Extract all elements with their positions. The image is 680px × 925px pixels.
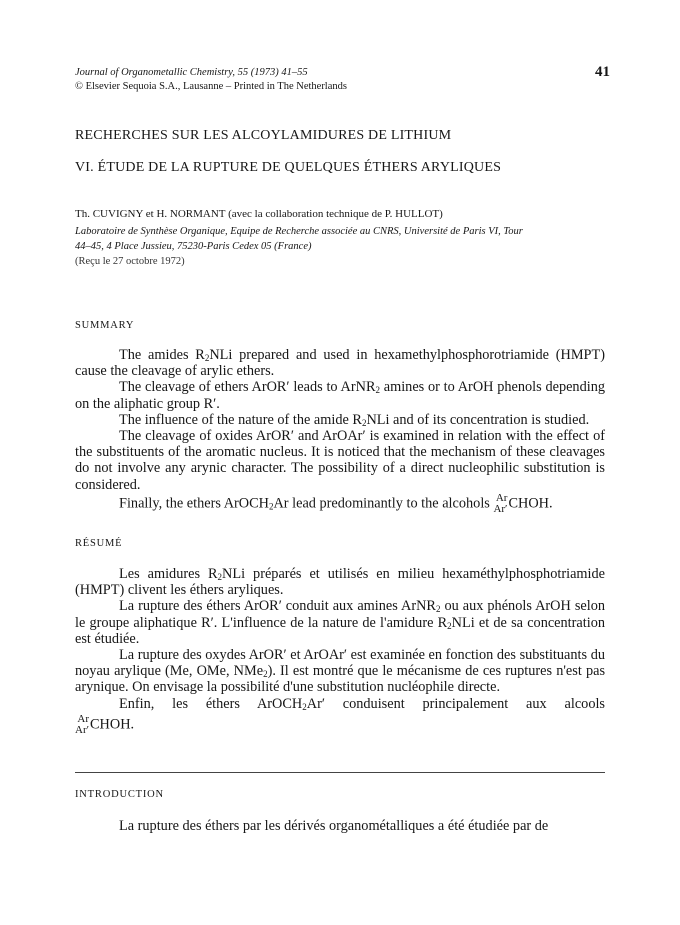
- introduction-body: [75, 818, 605, 834]
- resume-paragraph: [75, 566, 605, 598]
- summary-p5-text: Finally, the ethers ArOCH: [119, 495, 269, 512]
- author-line: Th. CUVIGNY et H. NORMANT (avec la collaboration technique de P. HULLOT): [75, 208, 443, 220]
- subscript: 2: [375, 385, 380, 396]
- paper-title-line-2: VI. ÉTUDE DE LA RUPTURE DE QUELQUES ÉTHERS ARYLIQUES: [75, 160, 502, 175]
- resume-p1-text-2: NLi préparés et utilisés en milieu hexaméthylphosphotriamide (HMPT) clivent les éthers aryliques.: [75, 566, 605, 599]
- subscript: 2: [263, 669, 268, 680]
- summary-p2-text: The cleavage of ethers ArOR′ leads to ArNR: [119, 379, 376, 396]
- resume-heading: RÉSUMÉ: [75, 538, 123, 549]
- resume-p2-text-2: ou aux phénols ArOH selon le groupe aliphatique R′. L'influence de la nature de l'amidure R: [75, 598, 605, 631]
- resume-p2-text-3: NLi et de sa concentration est étudiée.: [75, 614, 605, 647]
- resume-paragraph: [75, 696, 605, 712]
- summary-p3-text: The influence of the nature of the amide R: [119, 411, 362, 428]
- resume-paragraph: [75, 598, 605, 647]
- resume-body: [75, 566, 605, 736]
- subscript: 2: [204, 353, 210, 363]
- affiliation-line-2: 44–45, 4 Place Jussieu, 75230-Paris Cedex 05 (France): [75, 241, 312, 252]
- summary-paragraph: [75, 412, 605, 428]
- formula-top: Ar: [495, 491, 508, 504]
- resume-p2-text: La rupture des éthers ArOR′ conduit aux amines ArNR: [119, 598, 436, 615]
- resume-p3-text: La rupture des oxydes ArOR′ et ArOAr′ est examinée en fonction des substituants du noyau arylique (Me, OMe, NMe: [75, 647, 605, 680]
- summary-paragraph: [75, 347, 605, 379]
- resume-paragraph: [75, 647, 605, 696]
- summary-p5-text-2: Ar lead predominantly to the alcohols: [273, 495, 494, 512]
- subscript: 2: [268, 501, 274, 512]
- summary-p3-text-2: NLi and of its concentration is studied.: [366, 411, 590, 428]
- page-number: 41: [595, 64, 610, 80]
- formula-bottom: Ar′: [75, 723, 90, 736]
- subscript: 2: [302, 701, 307, 712]
- introduction-heading: INTRODUCTION: [75, 789, 164, 800]
- summary-paragraph: [75, 379, 605, 411]
- resume-p4-text-2: Ar′ conduisent principalement aux alcools: [306, 695, 605, 712]
- diaryl-formula: [493, 493, 507, 515]
- resume-paragraph-end: [75, 714, 605, 736]
- subscript: 2: [435, 604, 441, 615]
- formula-top: Ar: [77, 712, 90, 725]
- resume-p4-text: Enfin, les éthers ArOCH: [119, 695, 303, 712]
- summary-p1-text: The amides R: [119, 347, 205, 363]
- received-date: (Reçu le 27 octobre 1972): [75, 256, 185, 267]
- affiliation-line-1: Laboratoire de Synthèse Organique, Equipe de Recherche associée au CNRS, Université de Paris VI, Tour: [75, 226, 523, 237]
- publisher-line: © Elsevier Sequoia S.A., Lausanne – Printed in The Netherlands: [75, 81, 347, 92]
- subscript: 2: [361, 417, 367, 428]
- journal-citation: Journal of Organometallic Chemistry, 55 (1973) 41–55: [75, 67, 308, 78]
- resume-p3-text-2: ). Il est montré que le mécanisme de ces ruptures n'est pas arynique. On envisage la possibilité d'une substitution nucléophile directe.: [75, 663, 606, 696]
- summary-p5-text-3: CHOH.: [508, 495, 553, 512]
- diaryl-formula: [75, 714, 89, 736]
- introduction-paragraph: La rupture des éthers par les dérivés organométalliques a été étudiée par de: [119, 818, 549, 834]
- subscript: 2: [447, 620, 452, 631]
- summary-body: [75, 347, 605, 515]
- summary-paragraph: The cleavage of oxides ArOR′ and ArOAr′ is examined in relation with the effect of the substituents of the aromatic nucleus. It is noticed that the mechanism of these cleavages do not involve any arynic character. The possibility of a direct nucleophilic substitution is considered.: [75, 428, 605, 493]
- paper-title-line-1: RECHERCHES SUR LES ALCOYLAMIDURES DE LITHIUM: [75, 128, 452, 143]
- summary-paragraph: [75, 493, 605, 515]
- summary-heading: SUMMARY: [75, 320, 135, 331]
- affiliation: [75, 224, 623, 254]
- summary-p2-text-2: amines or to ArOH phenols depending on the aliphatic group R′.: [75, 379, 605, 412]
- section-divider: [75, 772, 605, 773]
- formula-bottom: Ar′: [493, 502, 508, 515]
- summary-p1-text-2: NLi prepared and used in hexamethylphosphorotriamide (HMPT) cause the cleavage of arylic ethers.: [75, 347, 605, 380]
- resume-p4-text-3: CHOH.: [90, 716, 135, 733]
- subscript: 2: [217, 572, 223, 582]
- resume-p1-text: Les amidures R: [119, 566, 218, 582]
